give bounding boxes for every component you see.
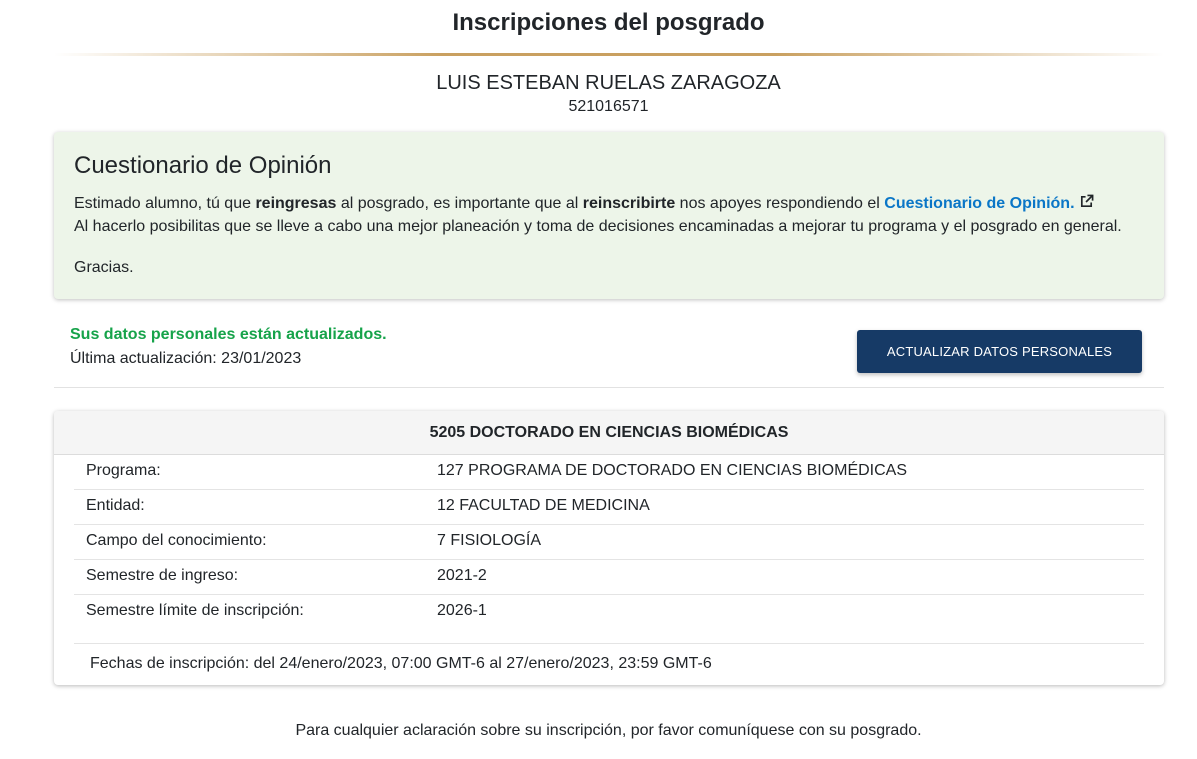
survey-notice-card <box>54 132 1164 299</box>
survey-text-1: Estimado alumno, tú que <box>74 195 256 212</box>
program-card <box>54 411 1164 685</box>
info-row-semestre-ingreso <box>74 560 1144 595</box>
info-value: 12 FACULTAD DE MEDICINA <box>437 497 650 514</box>
info-row-campo <box>74 525 1144 560</box>
enrollment-dates: Fechas de inscripción: del 24/enero/2023, 07:00 GMT-6 al 27/enero/2023, 23:59 GMT-6 <box>90 655 712 672</box>
survey-text-2: al posgrado, es importante que al <box>336 195 583 212</box>
dates-divider <box>74 643 1144 644</box>
section-divider <box>54 387 1164 388</box>
student-id: 521016571 <box>568 98 649 115</box>
survey-link-label: Cuestionario de Opinión. <box>884 195 1075 212</box>
survey-message-2: Al hacerlo posibilitas que se lleve a cabo una mejor planeación y toma de decisiones encaminadas a mejorar tu programa y el posgrado en general. <box>74 218 1122 235</box>
info-label: Entidad: <box>86 497 145 514</box>
info-label: Semestre límite de inscripción: <box>86 602 304 619</box>
external-link-icon <box>1079 194 1094 214</box>
info-label: Programa: <box>86 462 161 479</box>
survey-message <box>74 194 1094 214</box>
program-header: 5205 DOCTORADO EN CIENCIAS BIOMÉDICAS <box>54 411 1164 455</box>
last-update-date: Última actualización: 23/01/2023 <box>70 350 302 367</box>
survey-link[interactable] <box>884 195 1093 212</box>
info-value: 2026-1 <box>437 602 487 619</box>
info-row-semestre-limite <box>74 595 1144 629</box>
student-name: LUIS ESTEBAN RUELAS ZARAGOZA <box>436 72 781 94</box>
info-row-entidad <box>74 490 1144 525</box>
personal-data-status: Sus datos personales están actualizados. <box>70 326 387 343</box>
program-info-table <box>74 455 1144 629</box>
title-divider <box>54 53 1164 56</box>
info-value: 127 PROGRAMA DE DOCTORADO EN CIENCIAS BIOMÉDICAS <box>437 462 908 479</box>
info-label: Campo del conocimiento: <box>86 532 267 549</box>
contact-note: Para cualquier aclaración sobre su inscripción, por favor comuníquese con su posgrado. <box>295 722 922 739</box>
survey-thanks: Gracias. <box>74 259 134 276</box>
info-value: 7 FISIOLOGÍA <box>437 532 542 549</box>
info-label: Semestre de ingreso: <box>86 567 239 584</box>
info-value: 2021-2 <box>437 567 487 584</box>
survey-text-reingresas: reingresas <box>255 195 337 212</box>
page-title: Inscripciones del posgrado <box>452 9 765 36</box>
survey-text-3: nos apoyes respondiendo el <box>675 195 885 212</box>
info-row-programa <box>74 455 1144 490</box>
survey-title: Cuestionario de Opinión <box>74 152 332 179</box>
update-personal-data-button[interactable]: ACTUALIZAR DATOS PERSONALES <box>857 330 1142 373</box>
survey-text-reinscribirte: reinscribirte <box>582 195 676 212</box>
